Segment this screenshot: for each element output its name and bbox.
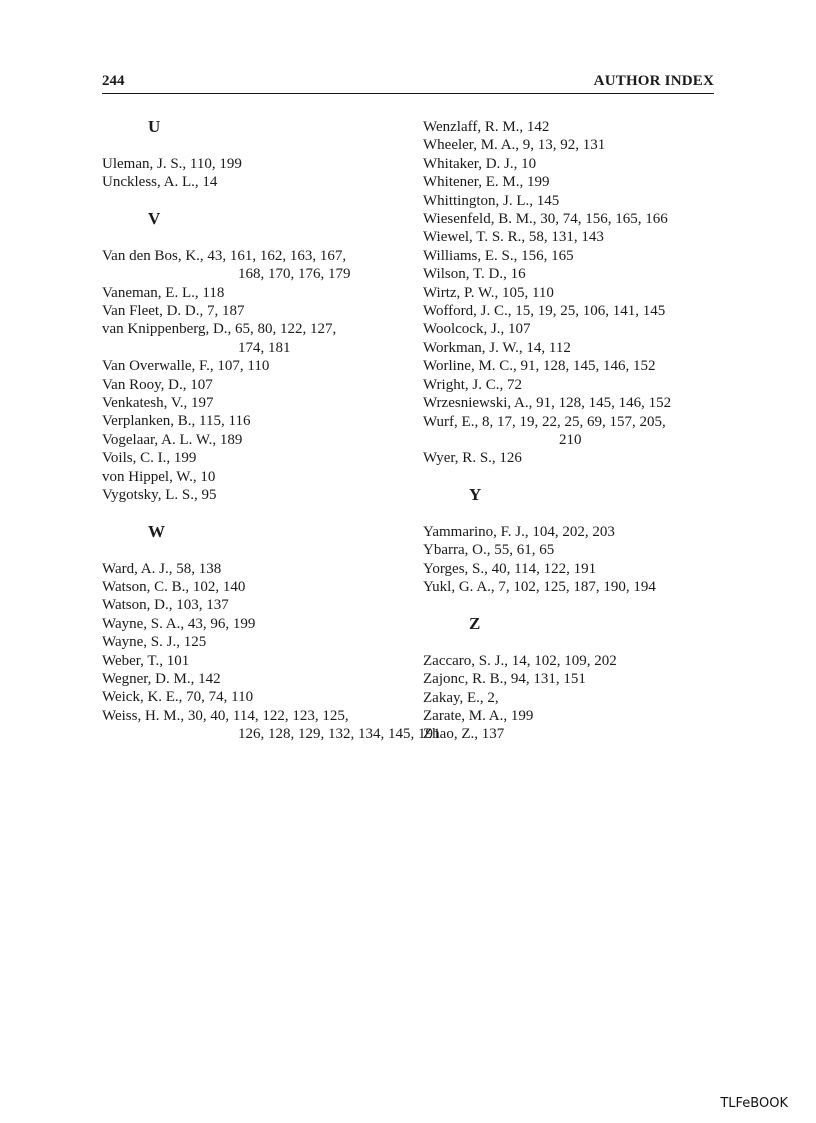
- index-entry-text: Van den Bos, K., 43, 161, 162, 163, 167,: [102, 247, 347, 264]
- index-entry: Woolcock, J., 107: [423, 321, 531, 338]
- index-entry: Worline, M. C., 91, 128, 145, 146, 152: [423, 358, 656, 375]
- index-entry: Wayne, S. A., 43, 96, 199: [102, 615, 256, 632]
- index-entry-continuation: 168, 170, 176, 179: [238, 266, 351, 283]
- index-entry: Zarate, M. A., 199: [423, 707, 534, 724]
- index-entry: von Hippel, W., 10: [102, 468, 216, 485]
- page-number: 244: [102, 73, 125, 89]
- index-entry: Ward, A. J., 58, 138: [102, 560, 222, 577]
- index-entry: Wirtz, P. W., 105, 110: [423, 284, 554, 301]
- section-letter-w: W: [148, 521, 165, 541]
- index-entry: Van Overwalle, F., 107, 110: [102, 358, 270, 375]
- left-column: [102, 117, 441, 744]
- index-entry: Whitener, E. M., 199: [423, 174, 550, 191]
- right-column: [423, 118, 723, 744]
- index-entry-continuation: 174, 181: [238, 339, 291, 356]
- index-entry: Yorges, S., 40, 114, 122, 191: [423, 560, 597, 577]
- index-entry: Wiesenfeld, B. M., 30, 74, 156, 165, 166: [423, 211, 668, 228]
- footer-watermark: TLFeBOOK: [720, 1096, 788, 1111]
- index-entry: Ybarra, O., 55, 61, 65: [423, 542, 555, 559]
- index-entry: Vogelaar, A. L. W., 189: [102, 431, 243, 448]
- index-entry: Wiewel, T. S. R., 58, 131, 143: [423, 229, 604, 246]
- index-entry: [102, 247, 402, 284]
- index-entry: Wheeler, M. A., 9, 13, 92, 131: [423, 137, 606, 154]
- index-entry: Weick, K. E., 70, 74, 110: [102, 689, 254, 706]
- index-entry-continuation: 210: [559, 431, 582, 448]
- section-letter-u: U: [148, 117, 161, 136]
- index-entry: Wright, J. C., 72: [423, 376, 522, 393]
- running-head: AUTHOR INDEX: [593, 73, 714, 89]
- index-entry: Zajonc, R. B., 94, 131, 151: [423, 671, 586, 688]
- index-entry-continuation: 126, 128, 129, 132, 134, 145, 191: [238, 726, 441, 743]
- index-entry: Wyer, R. S., 126: [423, 450, 522, 467]
- index-entry: Wrzesniewski, A., 91, 128, 145, 146, 152: [423, 395, 672, 412]
- index-entry: Uleman, J. S., 110, 199: [102, 155, 242, 172]
- index-entry: Van Fleet, D. D., 7, 187: [102, 302, 245, 319]
- section-letter-z: Z: [469, 613, 481, 633]
- index-entry: Verplanken, B., 115, 116: [102, 413, 251, 430]
- index-entry: Wayne, S. J., 125: [102, 634, 207, 651]
- index-entry: Williams, E. S., 156, 165: [423, 247, 574, 264]
- index-entry-text: Weiss, H. M., 30, 40, 114, 122, 123, 125,: [102, 707, 349, 724]
- index-entry: Wenzlaff, R. M., 142: [423, 119, 550, 135]
- index-entry: Watson, C. B., 102, 140: [102, 579, 246, 596]
- index-entry: Workman, J. W., 14, 112: [423, 339, 571, 356]
- index-entry: Unckless, A. L., 14: [102, 174, 218, 191]
- index-entry: Zhao, Z., 137: [423, 726, 505, 743]
- index-entry: Watson, D., 103, 137: [102, 597, 229, 614]
- index-entry: Zakay, E., 2,: [423, 689, 499, 706]
- index-entry: Yammarino, F. J., 104, 202, 203: [423, 523, 615, 540]
- index-entry: [423, 413, 723, 450]
- index-entry: Vaneman, E. L., 118: [102, 284, 225, 301]
- page-header: [102, 73, 714, 94]
- index-entry-text: van Knippenberg, D., 65, 80, 122, 127,: [102, 321, 337, 338]
- index-entry: Yukl, G. A., 7, 102, 125, 187, 190, 194: [423, 579, 656, 596]
- index-entry: Zaccaro, S. J., 14, 102, 109, 202: [423, 652, 617, 669]
- index-entry: Whitaker, D. J., 10: [423, 155, 537, 172]
- section-letter-v: V: [148, 208, 161, 228]
- index-entry-text: Wurf, E., 8, 17, 19, 22, 25, 69, 157, 205,: [423, 413, 666, 430]
- index-entry: Weber, T., 101: [102, 652, 190, 669]
- index-entry: [102, 320, 402, 357]
- index-entry: Wegner, D. M., 142: [102, 671, 221, 688]
- index-entry: Vygotsky, L. S., 95: [102, 487, 217, 504]
- index-entry: Wilson, T. D., 16: [423, 266, 526, 283]
- index-entry: [102, 707, 441, 744]
- index-entry: Venkatesh, V., 197: [102, 395, 214, 412]
- section-letter-y: Y: [469, 485, 482, 505]
- index-entry: Whittington, J. L., 145: [423, 192, 560, 209]
- index-entry: Voils, C. I., 199: [102, 450, 197, 467]
- index-entry: Van Rooy, D., 107: [102, 376, 213, 393]
- index-entry: Wofford, J. C., 15, 19, 25, 106, 141, 145: [423, 303, 666, 320]
